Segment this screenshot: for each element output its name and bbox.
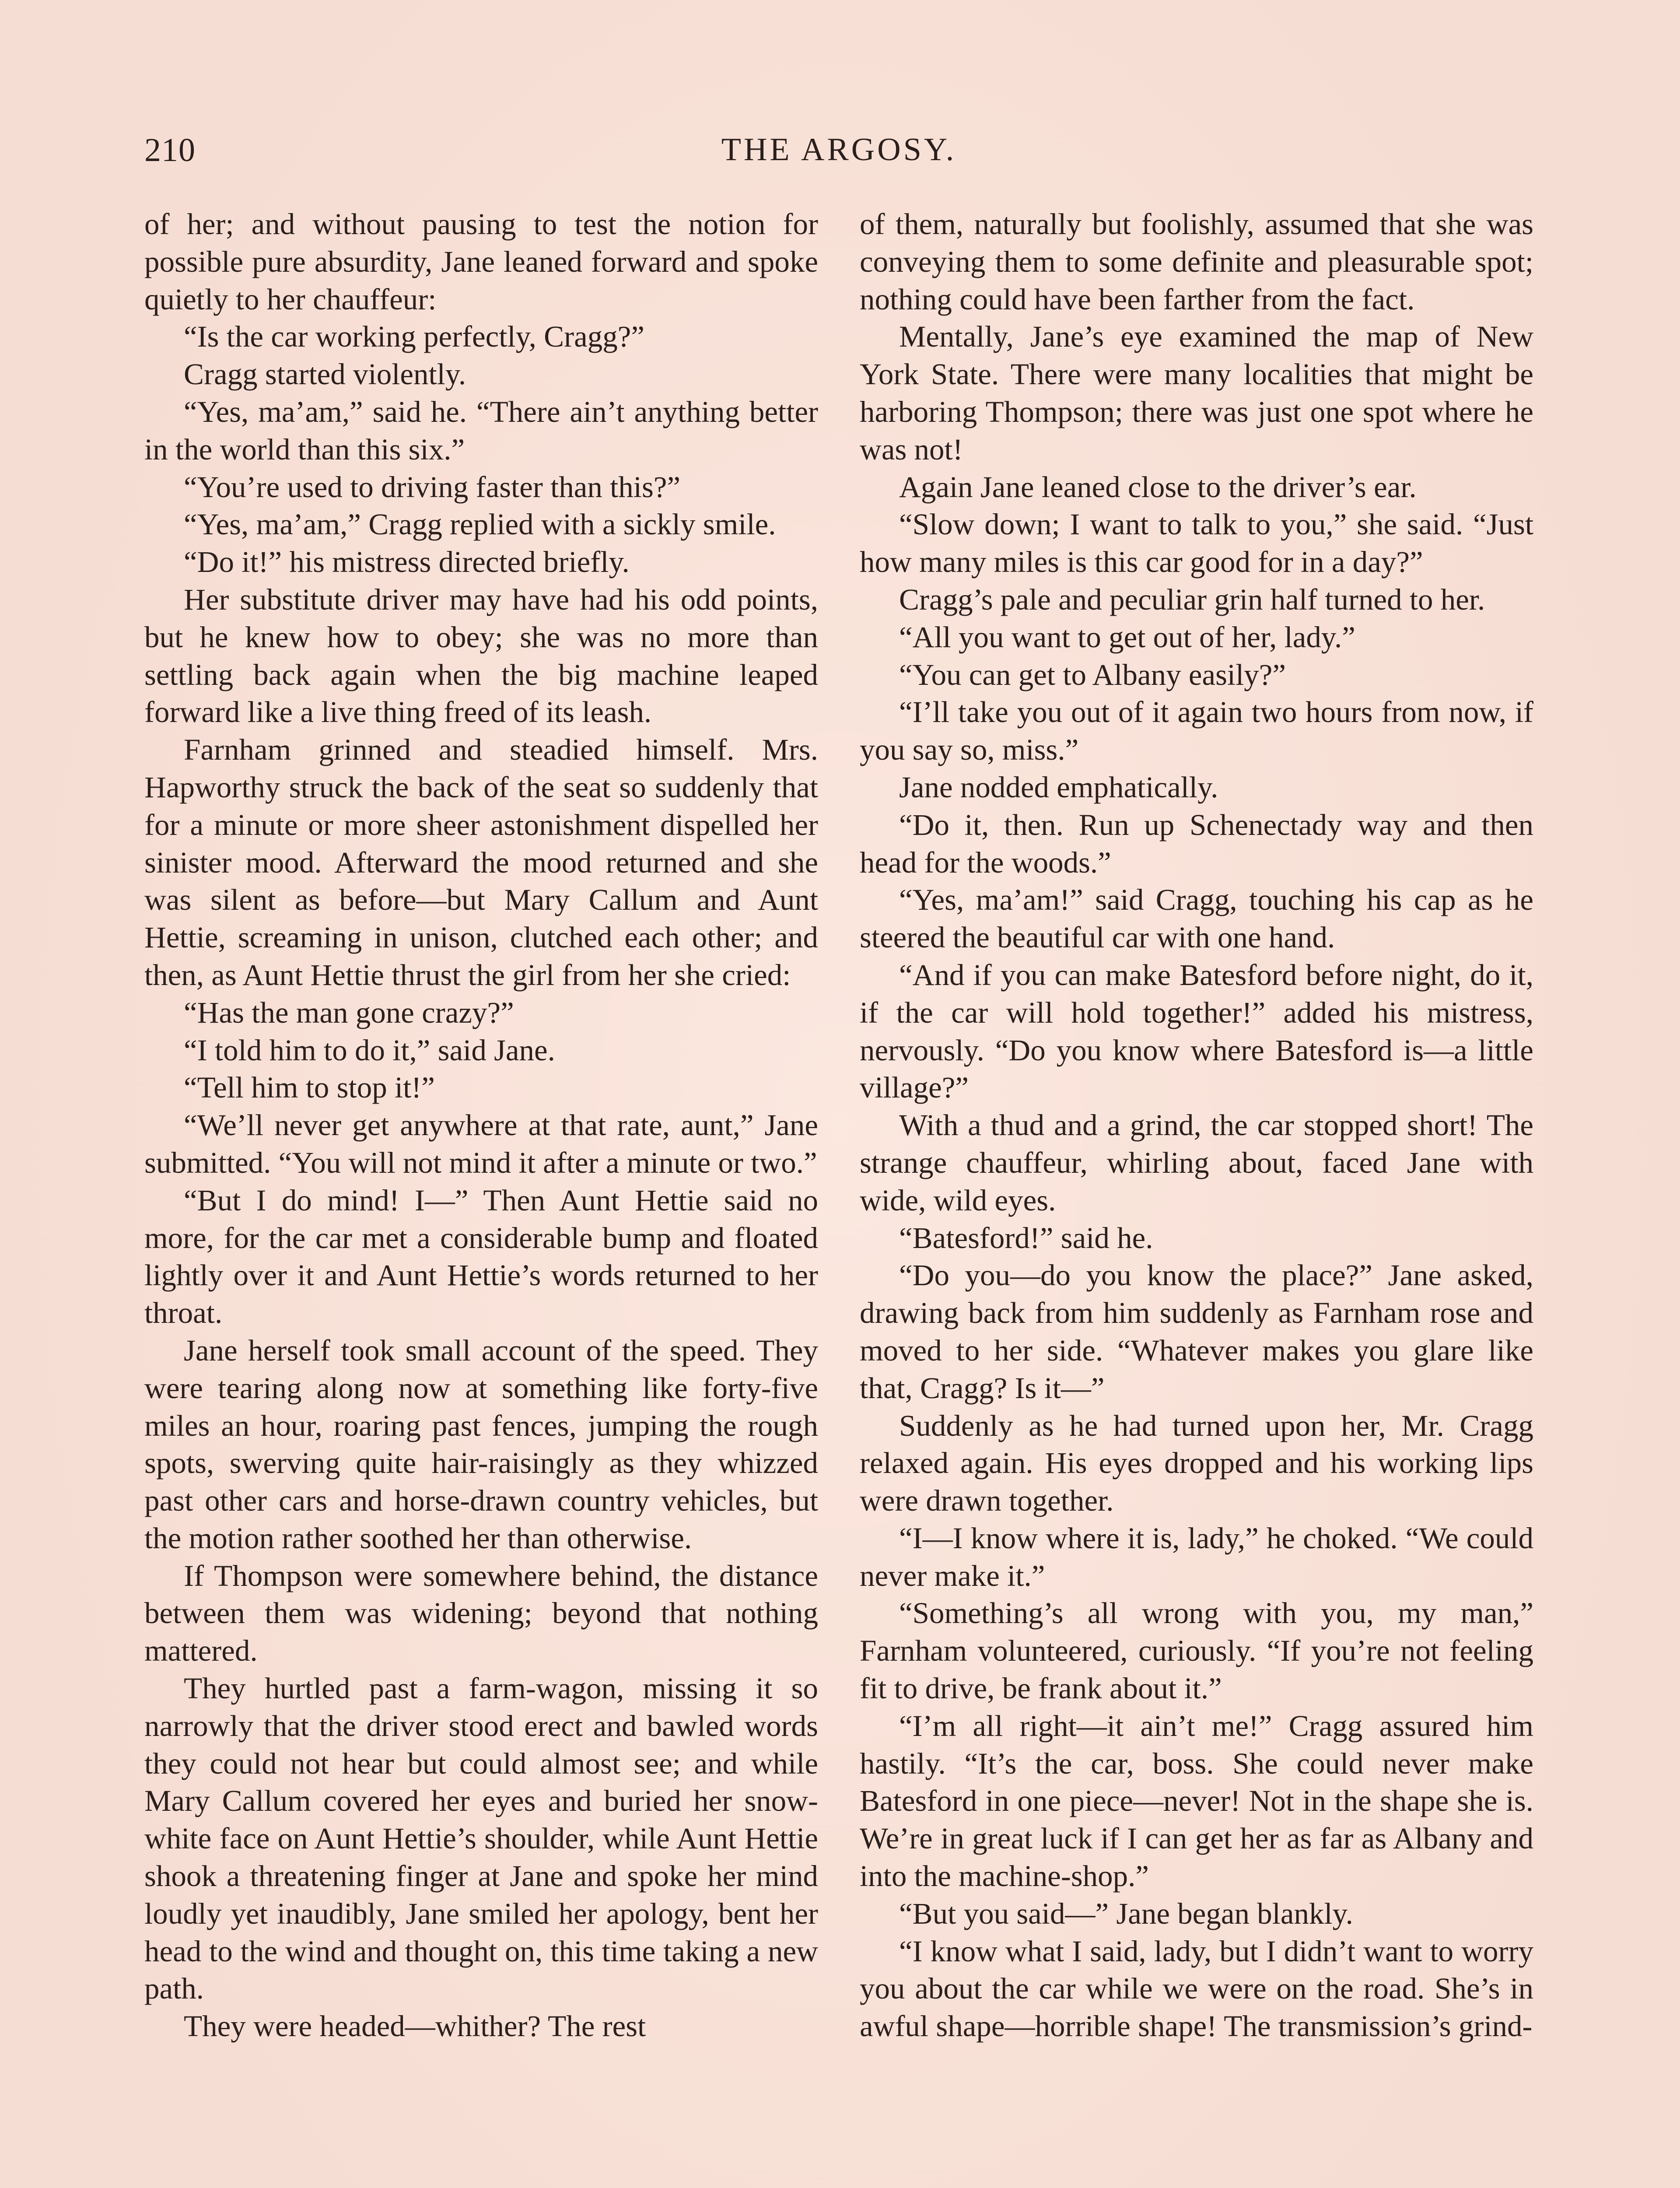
- paragraph: “But I do mind! I—” Then Aunt Hettie said no more, for the car met a considerable bump and floated lightly over it and Aunt Hettie’s words returned to her throat.: [144, 1183, 818, 1330]
- paragraph: If Thompson were somewhere behind, the distance between them was widening; beyond that nothing mattered.: [144, 1559, 818, 1668]
- paragraph: “Do it!” his mistress directed briefly.: [184, 545, 630, 579]
- running-head: THE ARGOSY.: [721, 132, 957, 168]
- paragraph: of them, naturally but foolishly, assumed that she was conveying them to some definite and pleasurable spot; nothing could have been farther from the fact.: [860, 207, 1533, 316]
- paragraph: “Tell him to stop it!”: [184, 1071, 435, 1105]
- paragraph: “Slow down; I want to talk to you,” she said. “Just how many miles is this car good for in a day?”: [860, 508, 1533, 579]
- paragraph: “Yes, ma’am,” Cragg replied with a sickly smile.: [184, 508, 776, 541]
- paragraph: “All you want to get out of her, lady.”: [899, 620, 1355, 654]
- paragraph: Cragg’s pale and peculiar grin half turned to her.: [899, 582, 1485, 616]
- paragraph: Mentally, Jane’s eye examined the map of New York State. There were many localities that might be harboring Thompson; there was just one spot where he was not!: [860, 320, 1533, 466]
- paragraph: “I—I know where it is, lady,” he choked. “We could never make it.”: [860, 1521, 1533, 1592]
- paragraph: “Do you—do you know the place?” Jane asked, drawing back from him suddenly as Farnham rose and moved to her side. “Whatever makes you glare like that, Cragg? Is it—”: [860, 1259, 1533, 1405]
- paragraph: They were headed—whither? The rest: [184, 2009, 646, 2043]
- paragraph: Again Jane leaned close to the driver’s ear.: [899, 470, 1417, 504]
- paragraph: “You’re used to driving faster than this?”: [184, 470, 681, 504]
- paragraph: “I’ll take you out of it again two hours from now, if you say so, miss.”: [860, 695, 1533, 767]
- paragraph: “Is the car working perfectly, Cragg?”: [184, 320, 645, 354]
- paragraph: Suddenly as he had turned upon her, Mr. Cragg relaxed again. His eyes dropped and his working lips were drawn together.: [860, 1409, 1533, 1518]
- paragraph: “Has the man gone crazy?”: [184, 996, 514, 1029]
- page-header: [144, 131, 1533, 179]
- left-column: [144, 206, 818, 2188]
- paragraph: Farnham grinned and steadied himself. Mrs. Hapworthy struck the back of the seat so suddenly that for a minute or more sheer astonishment dispelled her sinister mood. Afterward the mood returned and she was silent as before—but Mary Callum and Aunt Hettie, screaming in unison, clutched each other; and then, as Aunt Hettie thrust the girl from her she cried:: [144, 733, 818, 992]
- paragraph: Jane herself took small account of the speed. They were tearing along now at something like forty-five miles an hour, roaring past fences, jumping the rough spots, swerving quite hair-raisingly as they whizzed past other cars and horse-drawn country vehicles, but the motion rather soothed her than otherwise.: [144, 1333, 818, 1555]
- paragraph: “Something’s all wrong with you, my man,” Farnham volunteered, curiously. “If you’re not feeling fit to drive, be frank about it.”: [860, 1596, 1533, 1705]
- paragraph: “We’ll never get anywhere at that rate, aunt,” Jane submitted. “You will not mind it after a minute or two.”: [144, 1108, 818, 1179]
- paragraph: “I told him to do it,” said Jane.: [184, 1033, 555, 1067]
- paragraph: With a thud and a grind, the car stopped short! The strange chauffeur, whirling about, faced Jane with wide, wild eyes.: [860, 1108, 1533, 1217]
- paragraph: “But you said—” Jane began blankly.: [899, 1897, 1353, 1930]
- paragraph: “Do it, then. Run up Schenectady way and then head for the woods.”: [860, 808, 1533, 879]
- paragraph: of her; and without pausing to test the notion for possible pure absurdity, Jane leaned forward and spoke quietly to her chauffeur:: [144, 207, 818, 316]
- page-number: 210: [144, 132, 196, 168]
- paragraph: Jane nodded emphatically.: [899, 770, 1218, 804]
- paragraph: “Yes, ma’am!” said Cragg, touching his cap as he steered the beautiful car with one hand.: [860, 883, 1533, 954]
- right-column: [860, 206, 1533, 2188]
- paragraph: “You can get to Albany easily?”: [899, 658, 1286, 691]
- paragraph: They hurtled past a farm-wagon, missing it so narrowly that the driver stood erect and bawled words they could not hear but could almost see; and while Mary Callum covered her eyes and buried her snow-white face on Aunt Hettie’s shoulder, while Aunt Hettie shook a threatening finger at Jane and spoke her mind loudly yet inaudibly, Jane smiled her apology, bent her head to the wind and thought on, this time taking a new path.: [144, 1672, 818, 2006]
- paragraph: “And if you can make Batesford before night, do it, if the car will hold together!” added his mistress, nervously. “Do you know where Batesford is—a little village?”: [860, 958, 1533, 1105]
- paragraph: Her substitute driver may have had his odd points, but he knew how to obey; she was no more than settling back again when the big machine leaped forward like a live thing freed of its leash.: [144, 582, 818, 729]
- paragraph: “Yes, ma’am,” said he. “There ain’t anything better in the world than this six.”: [144, 395, 818, 466]
- paragraph: Cragg started violently.: [184, 358, 466, 391]
- paragraph: “I know what I said, lady, but I didn’t want to worry you about the car while we were on the road. She’s in awful shape—horrible shape! The transmission’s grind-: [860, 1934, 1533, 2043]
- paragraph: “Batesford!” said he.: [899, 1221, 1153, 1255]
- paragraph: “I’m all right—it ain’t me!” Cragg assured him hastily. “It’s the car, boss. She could never make Batesford in one piece—never! Not in the shape she is. We’re in great luck if I can get her as far as Albany and into the machine-shop.”: [860, 1709, 1533, 1893]
